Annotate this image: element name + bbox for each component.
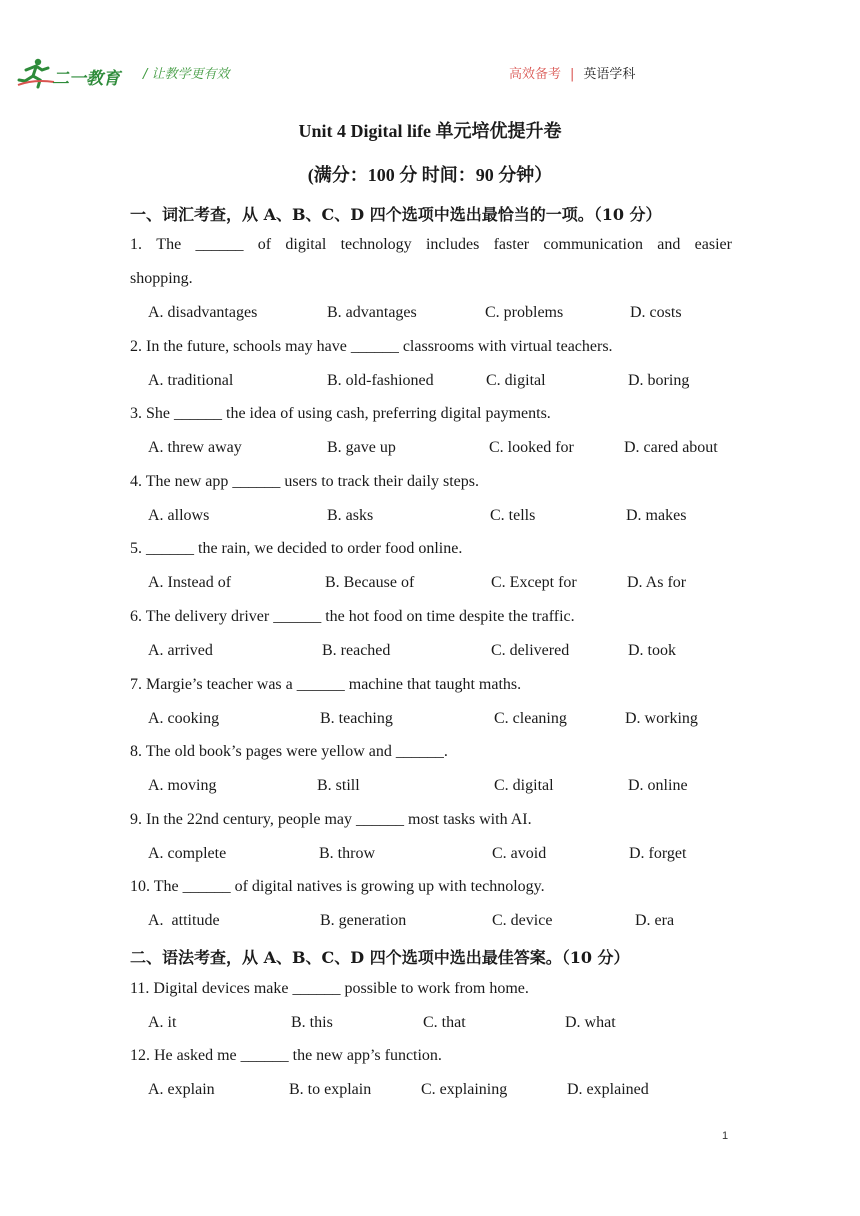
option-d: D. took [628, 642, 676, 659]
runner-logo-icon [16, 56, 56, 90]
option-d: D. makes [626, 507, 687, 524]
option-c: C. Except for [491, 574, 577, 591]
option-b: B. asks [327, 507, 374, 524]
option-d: D. explained [567, 1081, 649, 1098]
question-1-word: easier [694, 236, 732, 253]
question-text: 11. Digital devices make ______ possible to work from home. [130, 980, 529, 997]
option-a: A. explain [148, 1081, 215, 1098]
question-1-word: includes [425, 236, 480, 253]
option-b: B. still [317, 777, 360, 794]
question-1-word: of [257, 236, 272, 253]
option-d: D. what [565, 1014, 616, 1031]
question-text: 4. The new app ______ users to track their daily steps. [130, 473, 479, 490]
option-a: A. arrived [148, 642, 213, 659]
question-text: 6. The delivery driver ______ the hot food on time despite the traffic. [130, 608, 575, 625]
option-a: A. allows [148, 507, 210, 524]
question-text: 3. She ______ the idea of using cash, preferring digital payments. [130, 405, 551, 422]
option-b: B. throw [319, 845, 375, 862]
option-a: A. threw away [148, 439, 242, 456]
option-b: B. advantages [327, 304, 417, 321]
option-d: D. working [625, 710, 698, 727]
question-text: 7. Margie’s teacher was a ______ machine that taught maths. [130, 676, 522, 693]
option-b: B. generation [320, 912, 407, 929]
option-c: C. delivered [491, 642, 570, 659]
option-c: C. device [492, 912, 553, 929]
option-d: D. online [628, 777, 688, 794]
option-b: B. old-fashioned [327, 372, 434, 389]
option-c: C. tells [490, 507, 536, 524]
option-d: D. boring [628, 372, 690, 389]
question-1-blank: ______ [195, 236, 244, 253]
question-text: 2. In the future, schools may have ______ classrooms with virtual teachers. [130, 338, 613, 355]
header-subject [509, 63, 635, 82]
question-1-text [130, 236, 732, 254]
question-text: 8. The old book’s pages were yellow and ______. [130, 743, 448, 760]
option-a: A. attitude [148, 912, 220, 929]
question-text: 5. ______ the rain, we decided to order food online. [130, 540, 463, 557]
logo [16, 56, 128, 90]
question-1-word: technology [340, 236, 412, 253]
option-d: D. cared about [624, 439, 718, 456]
header-subject-label: 英语学科 [583, 67, 636, 82]
option-d: D. era [635, 912, 675, 929]
option-c: C. digital [494, 777, 554, 794]
question-1-text-continued: shopping. [130, 270, 193, 287]
question-text: 12. He asked me ______ the new app’s function. [130, 1047, 442, 1064]
section-heading-grammar: 二、语法考查，从 A、B、C、D 四个选项中选出最佳答案。（10 分） [130, 948, 630, 967]
page-title: Unit 4 Digital life 单元培优提升卷 [298, 121, 562, 141]
question-1-word: faster [493, 236, 530, 253]
option-d: D. forget [629, 845, 687, 862]
option-b: B. Because of [325, 574, 415, 591]
option-c: C. avoid [492, 845, 547, 862]
option-a: A. Instead of [148, 574, 232, 591]
question-text: 10. The ______ of digital natives is growing up with technology. [130, 878, 545, 895]
section-heading-vocabulary: 一、词汇考查，从 A、B、C、D 四个选项中选出最恰当的一项。（10 分） [130, 205, 662, 224]
option-a: A. disadvantages [148, 304, 258, 321]
option-c: C. digital [486, 372, 546, 389]
option-b: B. to explain [289, 1081, 372, 1098]
question-1-word: communication [543, 236, 643, 253]
page-subtitle: (满分：100 分 时间：90 分钟） [307, 165, 553, 185]
option-c: C. that [423, 1014, 466, 1031]
header-separator: | [570, 67, 575, 82]
option-a: A. traditional [148, 372, 234, 389]
question-1-word: The [156, 236, 182, 253]
option-a: A. cooking [148, 710, 220, 727]
option-c: C. explaining [421, 1081, 508, 1098]
option-b: B. this [291, 1014, 333, 1031]
question-1-word: and [657, 236, 681, 253]
option-a: A. it [148, 1014, 177, 1031]
option-c: C. problems [485, 304, 564, 321]
page-header [0, 0, 860, 100]
logo-text: 二一教育 [52, 69, 120, 88]
option-c: C. looked for [489, 439, 574, 456]
question-text: 9. In the 22nd century, people may ______ most tasks with AI. [130, 811, 532, 828]
question-1-word: digital [285, 236, 327, 253]
header-tagline: 高效备考 [509, 67, 562, 82]
option-a: A. moving [148, 777, 217, 794]
page-number: 1 [722, 1130, 729, 1142]
option-d: D. costs [630, 304, 682, 321]
option-d: D. As for [627, 574, 687, 591]
slogan: / 让教学更有效 [143, 67, 230, 82]
option-b: B. teaching [320, 710, 393, 727]
option-c: C. cleaning [494, 710, 567, 727]
option-a: A. complete [148, 845, 227, 862]
question-1-word: 1. [130, 236, 142, 253]
option-b: B. gave up [327, 439, 396, 456]
option-b: B. reached [322, 642, 391, 659]
